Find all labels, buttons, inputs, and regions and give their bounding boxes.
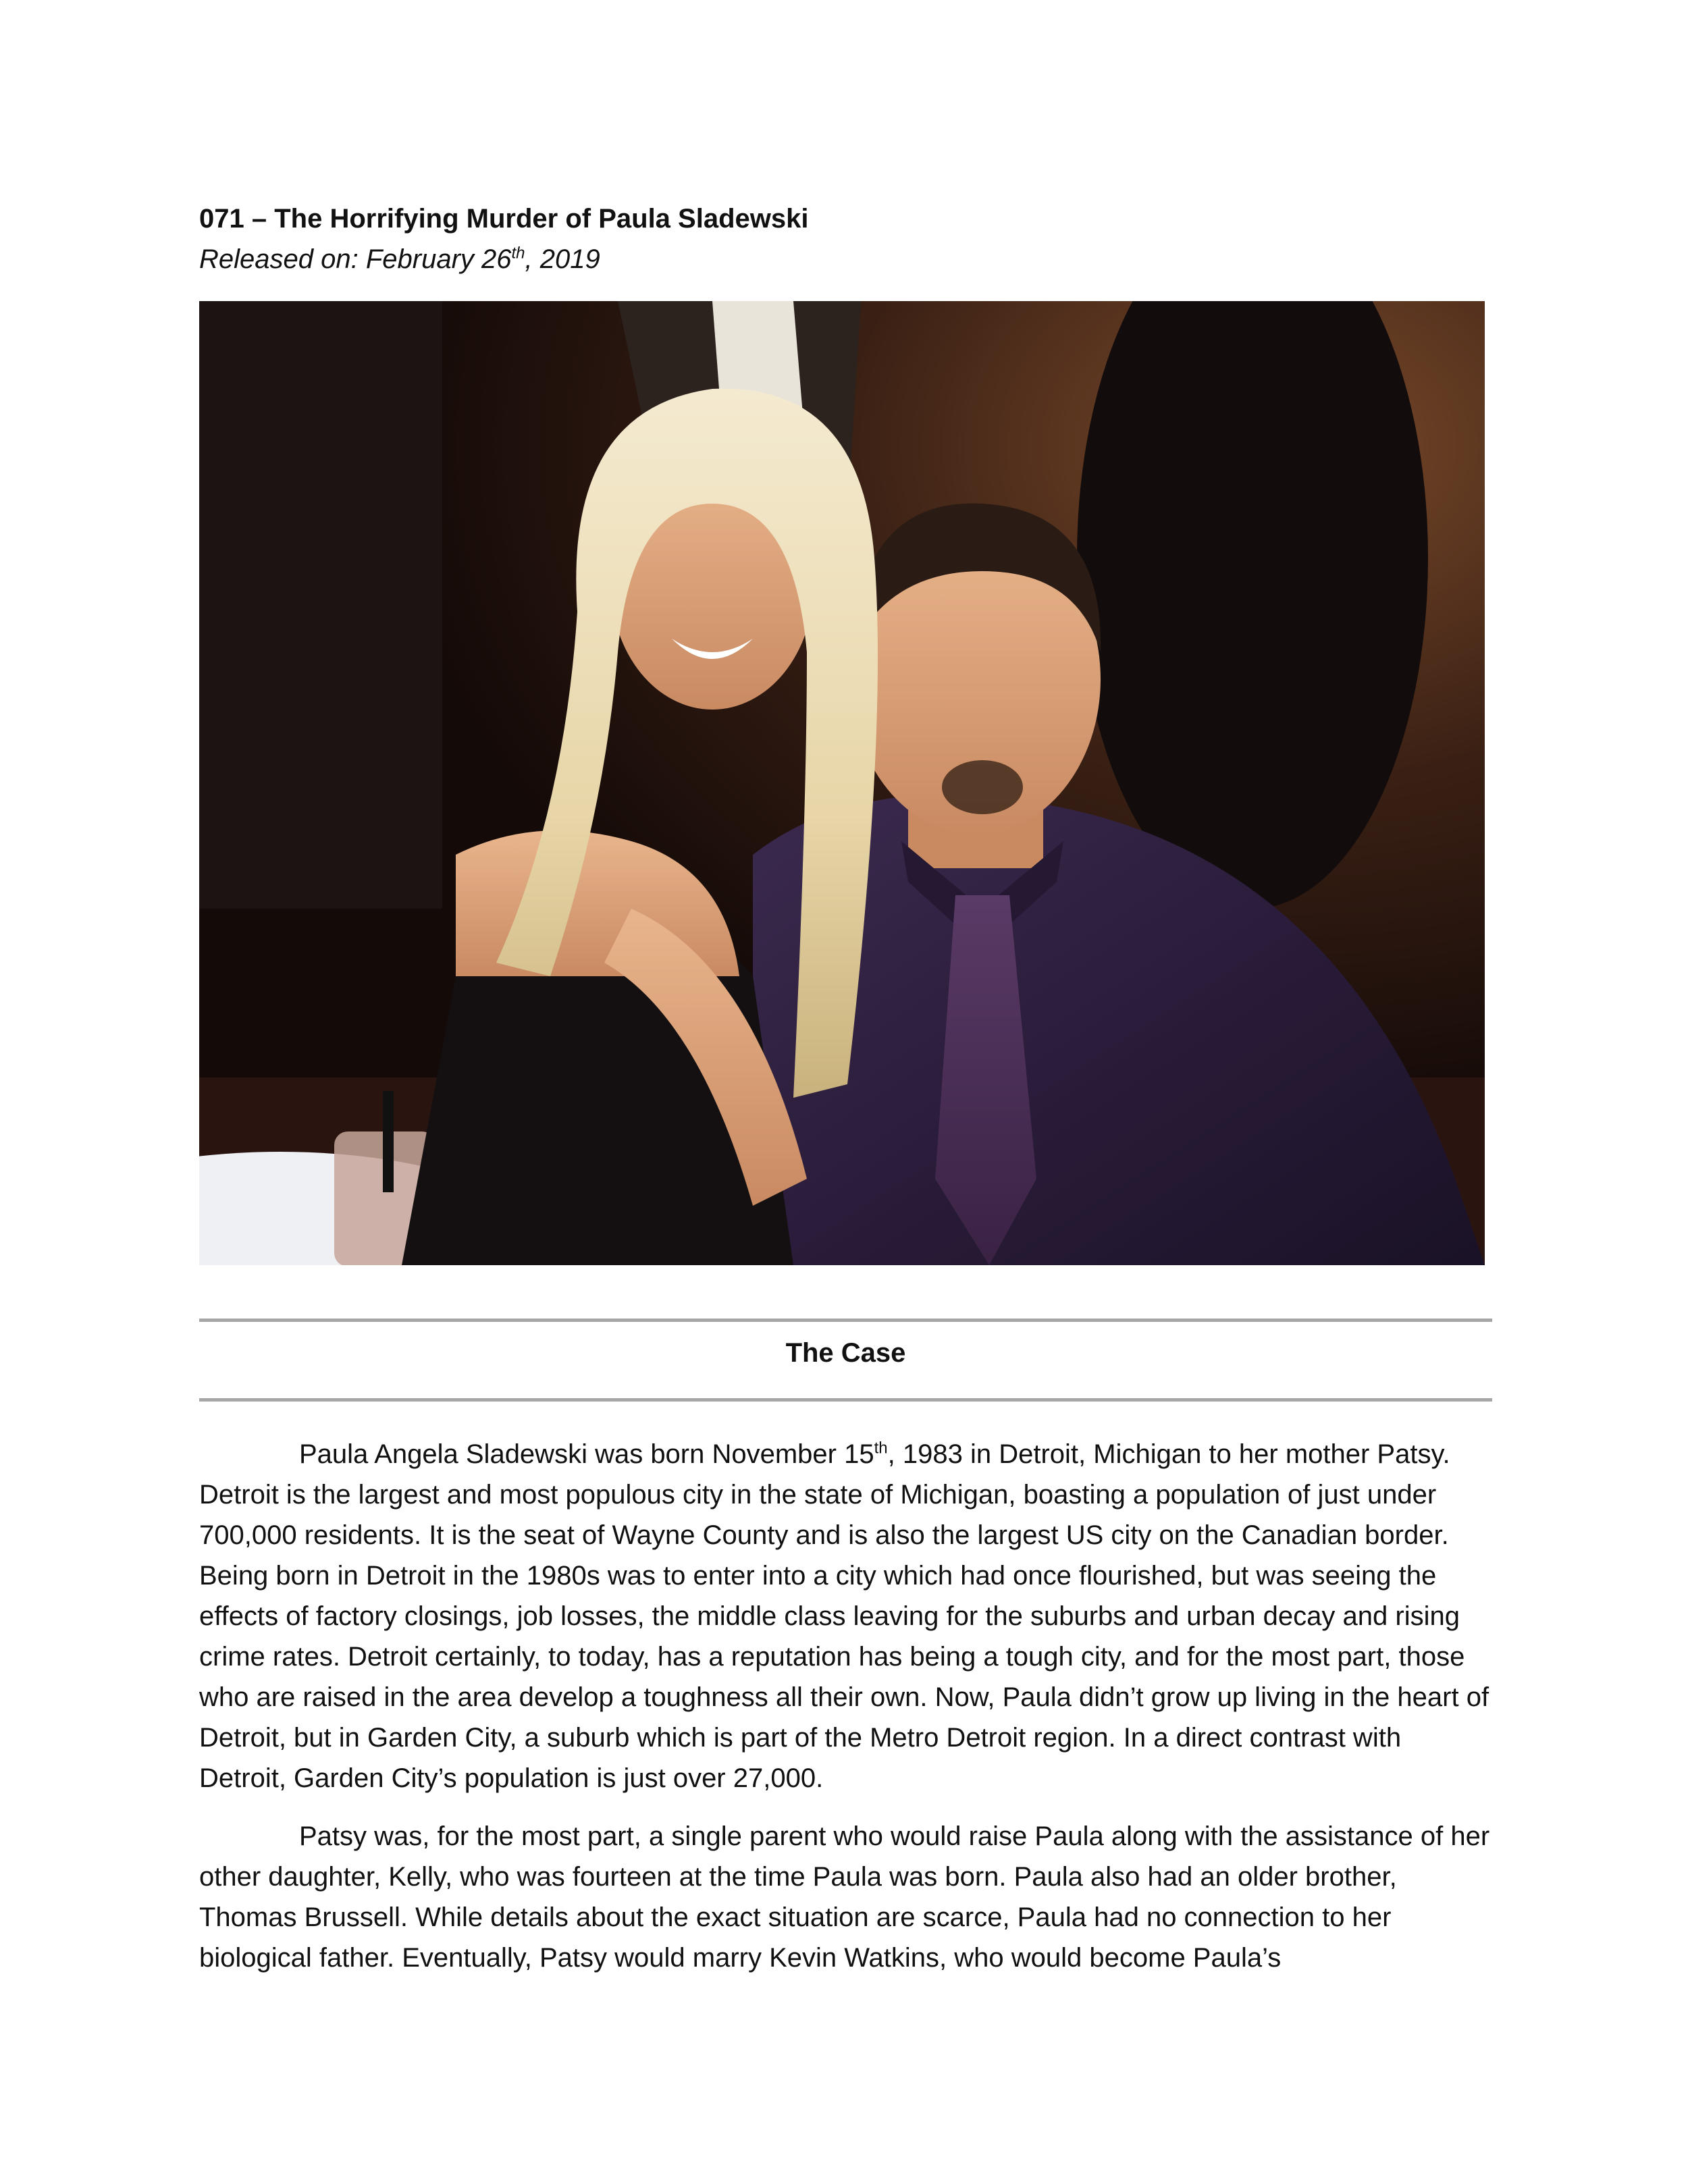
paragraph-1-ordinal: th: [874, 1439, 888, 1458]
paragraph-1: [199, 1434, 1496, 1799]
release-date-prefix: Released on: February 26: [199, 244, 512, 274]
paragraph-1-part2: , 1983 in Detroit, Michigan to her mother Patsy. Detroit is the largest and most populous city in the state of Michigan, boasting a population of just under 700,000 residents. It is the seat of Wayne County and is also the largest US city on the Canadian border. Being born in Detroit in the 1980s was to enter into a city which had once flourished, but was seeing the effects of factory closings, job losses, the middle class leaving for the suburbs and urban decay and rising crime rates. Detroit certainly, to today, has a reputation has being a tough city, and for the most part, those who are raised in the area develop a toughness all their own. Now, Paula didn’t grow up living in the heart of Detroit, but in Garden City, a suburb which is part of the Metro Detroit region. In a direct contrast with Detroit, Garden City’s population is just over 27,000.: [199, 1439, 1489, 1793]
paragraph-2-text: Patsy was, for the most part, a single parent who would raise Paula along with the assistance of her other daughter, Kelly, who was fourteen at the time Paula was born. Paula also had an older brother, Thomas Brussell. While details about the exact situation are scarce, Paula had no connection to her biological father. Eventually, Patsy would marry Kevin Watkins, who would become Paula’s: [199, 1821, 1490, 1973]
release-date-ordinal: th: [511, 244, 525, 263]
section-divider-bottom: [199, 1398, 1492, 1402]
section-divider-top: [199, 1319, 1492, 1322]
couple-photo: [199, 301, 1485, 1265]
photo-illustration: [199, 301, 1485, 1265]
section-heading: The Case: [785, 1338, 906, 1368]
release-date-suffix: , 2019: [525, 244, 600, 274]
episode-title: 071 – The Horrifying Murder of Paula Sladewski: [199, 204, 809, 234]
release-date: [199, 240, 600, 278]
paragraph-2: [199, 1816, 1496, 1978]
paragraph-1-part1: Paula Angela Sladewski was born November 15: [299, 1439, 874, 1469]
